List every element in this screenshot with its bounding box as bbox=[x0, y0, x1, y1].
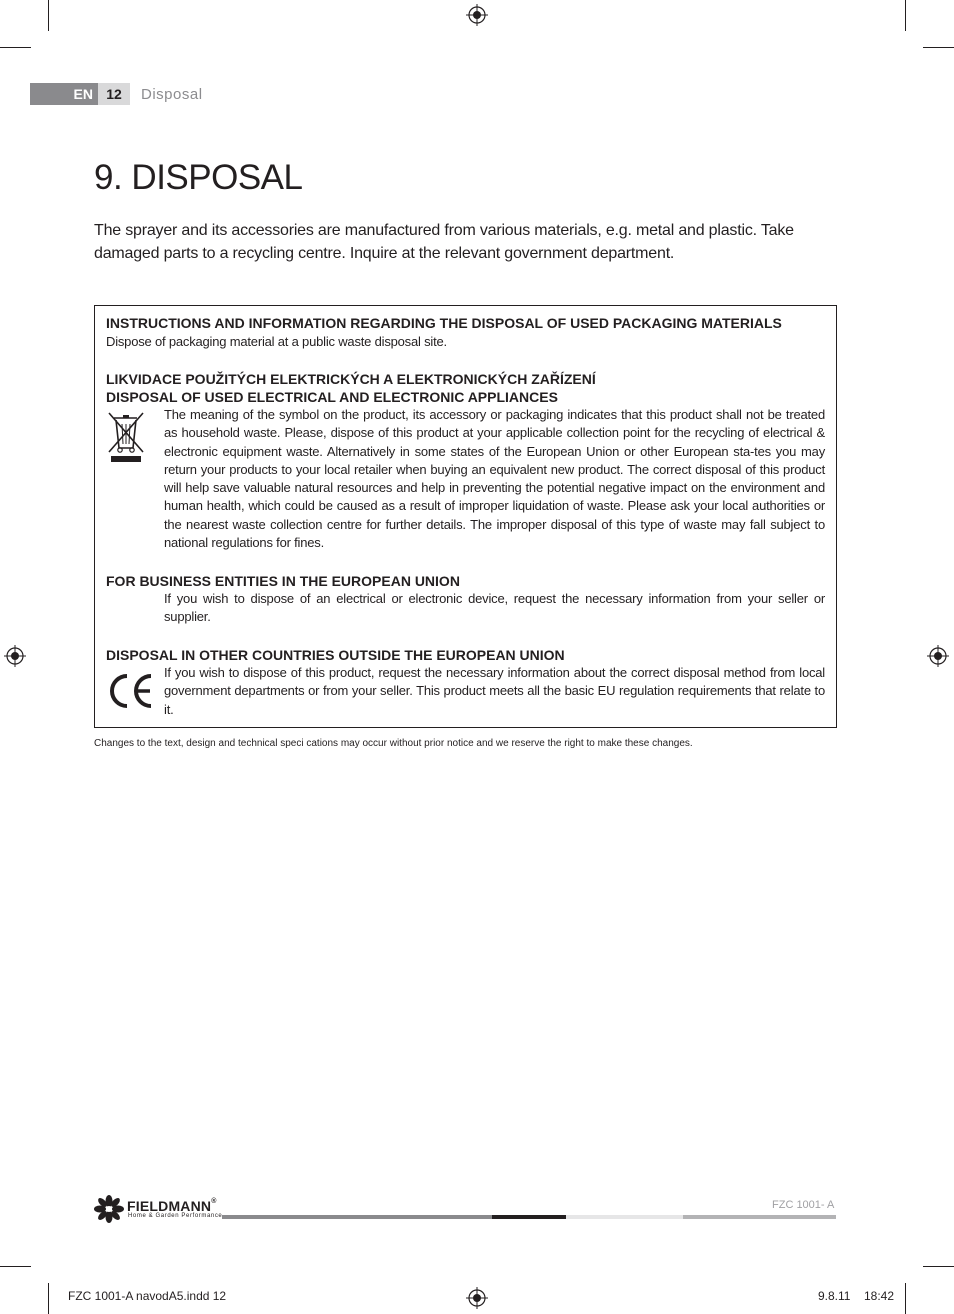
registration-mark-icon bbox=[466, 1287, 488, 1309]
crop-mark bbox=[48, 1283, 49, 1314]
weee-heading-cz: LIKVIDACE POUŽITÝCH ELEKTRICKÝCH A ELEKTRONICKÝCH ZAŘÍZENÍ bbox=[106, 371, 596, 387]
registered-mark: ® bbox=[211, 1198, 217, 1205]
outside-eu-text: If you wish to dispose of this product, request the necessary information about the correct disposal method from local government departments or from your seller. This product meets all the basic EU regulation requirements that relate to it. bbox=[164, 665, 825, 717]
section-name: Disposal bbox=[141, 86, 203, 103]
footer-line bbox=[566, 1215, 683, 1219]
footer-line bbox=[222, 1215, 492, 1219]
page-number: 12 bbox=[98, 83, 130, 105]
crop-mark bbox=[905, 0, 906, 31]
page-title: 9. DISPOSAL bbox=[94, 158, 303, 197]
registration-mark-icon bbox=[4, 645, 26, 667]
business-text: If you wish to dispose of an electrical or electronic device, request the necessary information from your seller or supplier. bbox=[164, 591, 825, 625]
packaging-text: Dispose of packaging material at a public waste disposal site. bbox=[106, 334, 447, 349]
ce-mark-icon bbox=[106, 672, 156, 710]
weee-heading-en: DISPOSAL OF USED ELECTRICAL AND ELECTRONIC APPLIANCES bbox=[106, 389, 558, 405]
crop-mark bbox=[905, 1283, 906, 1314]
registration-mark-icon bbox=[466, 4, 488, 26]
weee-text: The meaning of the symbol on the product, its accessory or packaging indicates that this product shall not be treated as household waste. Please, dispose of this product at your applicable collection point for the recycling of electrical & electronic equipment waste. Alternatively in some states of the European Union or other European sta-tes you may return your products to your local retailer when buying an equivalent new product. The correct disposal of this product will help save valuable natural resources and help in preventing the potential negative impact on the environment and human health, which could be caused as a result of improper liquidation of waste. Please ask your local authorities or the nearest waste collection centre for further details. The improper disposal of this type of waste may fall subject to national regulations for fines. bbox=[164, 407, 825, 551]
language-code: EN bbox=[73, 86, 93, 102]
outside-eu-heading: DISPOSAL IN OTHER COUNTRIES OUTSIDE THE EUROPEAN UNION bbox=[106, 647, 565, 663]
footnote: Changes to the text, design and technical speci cations may occur without prior notice and we reserve the right to make these changes. bbox=[94, 738, 693, 749]
intro-paragraph: The sprayer and its accessories are manufactured from various materials, e.g. metal and plastic. Take damaged parts to a recycling centre. Inquire at the relevant government department. bbox=[94, 222, 794, 262]
slug-time: 18:42 bbox=[864, 1289, 895, 1303]
crop-mark bbox=[0, 1266, 31, 1267]
slug-filename: FZC 1001-A navodA5.indd 12 bbox=[68, 1289, 227, 1303]
brand-tagline: Home & Garden Performance bbox=[128, 1213, 223, 1219]
slug-date: 9.8.11 bbox=[818, 1289, 851, 1303]
brand-name: FIELDMANN bbox=[127, 1198, 212, 1214]
crop-mark bbox=[923, 47, 954, 48]
footer-line bbox=[683, 1215, 836, 1219]
packaging-heading: INSTRUCTIONS AND INFORMATION REGARDING THE DISPOSAL OF USED PACKAGING MATERIALS bbox=[106, 315, 782, 331]
registration-mark-icon bbox=[927, 645, 949, 667]
fieldmann-logo-icon bbox=[94, 1195, 124, 1223]
crossed-out-wheelie-bin-icon bbox=[106, 410, 146, 464]
crop-mark bbox=[0, 47, 31, 48]
footer-line bbox=[492, 1215, 566, 1219]
crop-mark bbox=[48, 0, 49, 31]
model-number: FZC 1001- A bbox=[772, 1199, 835, 1211]
crop-mark bbox=[923, 1266, 954, 1267]
business-heading: FOR BUSINESS ENTITIES IN THE EUROPEAN UNION bbox=[106, 573, 460, 589]
